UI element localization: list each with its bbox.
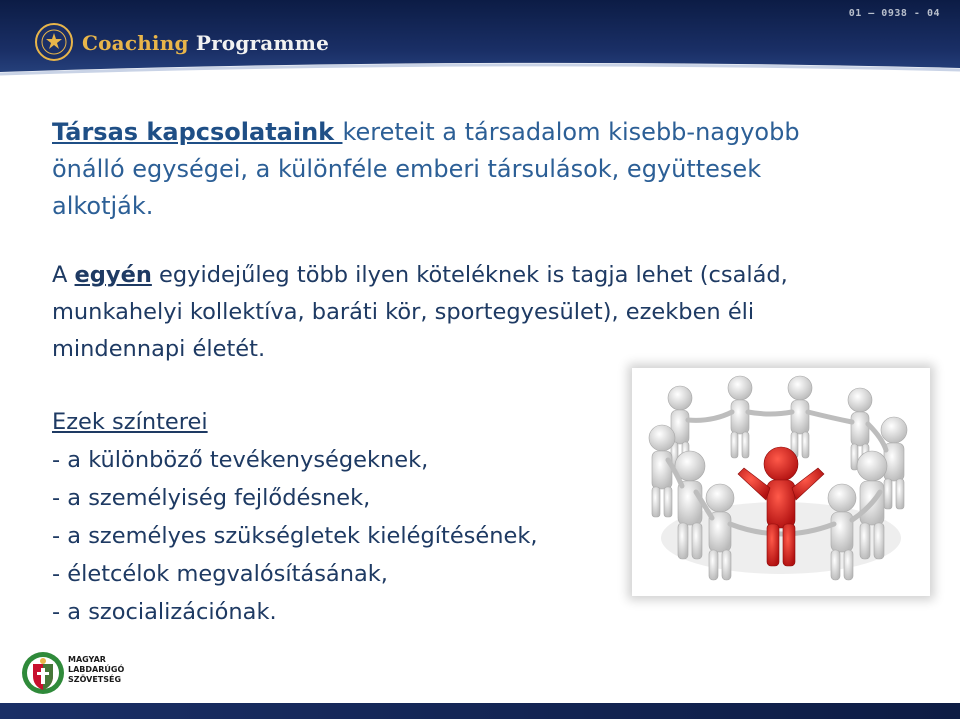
paragraph-social-relations-text: kereteit a társadalom kisebb-nagyobb önálló egységei, a különféle emberi társulások, együttesek alkotják. xyxy=(52,118,800,220)
mlsz-crest-icon xyxy=(20,650,66,696)
paragraph-individual-text: egyidejűleg több ilyen köteléknek is tagja lehet (család, munkahelyi kollektíva, baráti kör, sportegyesület), ezekben éli mindennapi életét. xyxy=(52,262,788,362)
figures-circle-illustration xyxy=(632,368,930,596)
paragraph-individual-lead: A xyxy=(52,262,75,288)
list-item: - a szocializációnak. xyxy=(52,599,277,625)
programme-title-part2: Programme xyxy=(188,31,330,55)
community-circle-image xyxy=(632,368,930,596)
mlsz-name-line2: LABDARÚGÓ xyxy=(68,665,125,674)
footer-bar xyxy=(0,703,960,719)
uefa-star-ball-icon xyxy=(34,22,74,62)
programme-title xyxy=(82,31,329,55)
slide-code: 01 – 0938 - 04 xyxy=(848,8,940,19)
section-title-scenes: Ezek színterei xyxy=(52,409,208,435)
paragraph-social-relations xyxy=(52,114,812,225)
list-item: - életcélok megvalósításának, xyxy=(52,561,388,587)
programme-title-part1: Coaching xyxy=(82,31,189,55)
keyword-individual: egyén xyxy=(74,262,152,288)
mlsz-name-line3: SZÖVETSÉG xyxy=(68,675,122,684)
list-item: - a személyes szükségletek kielégítésének, xyxy=(52,523,538,549)
keyword-social-relations: Társas kapcsolataink xyxy=(52,118,343,146)
mlsz-name-line1: MAGYAR xyxy=(68,655,106,664)
paragraph-individual xyxy=(52,257,812,368)
slide-header xyxy=(0,0,960,92)
list-item: - a személyiség fejlődésnek, xyxy=(52,485,371,511)
header-wave-decoration xyxy=(0,62,960,92)
mlsz-name xyxy=(68,655,124,685)
list-item: - a különböző tevékenységeknek, xyxy=(52,447,429,473)
